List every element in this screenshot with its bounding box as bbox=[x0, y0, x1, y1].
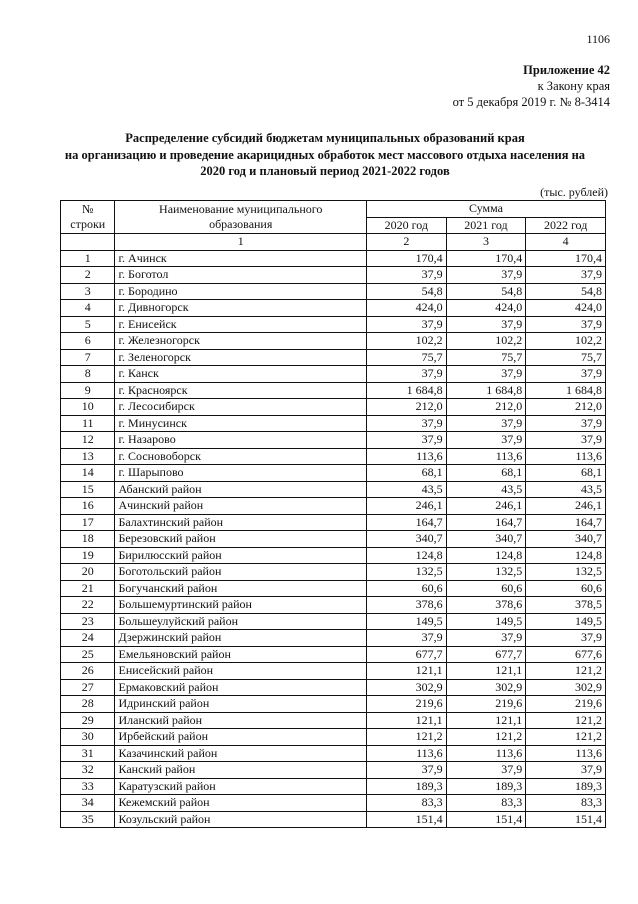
municipality-name-cell: Емельяновский район bbox=[115, 646, 367, 663]
value-2022-cell: 37,9 bbox=[526, 267, 606, 284]
value-2021-cell: 83,3 bbox=[446, 795, 526, 812]
value-2022-cell: 424,0 bbox=[526, 300, 606, 317]
value-2022-cell: 132,5 bbox=[526, 564, 606, 581]
table-body bbox=[61, 250, 606, 828]
row-number-cell: 28 bbox=[61, 696, 115, 713]
value-2020-cell: 54,8 bbox=[367, 283, 447, 300]
municipality-name-cell: Иланский район bbox=[115, 712, 367, 729]
municipality-name-cell: г. Сосновоборск bbox=[115, 448, 367, 465]
header-2020: 2020 год bbox=[367, 217, 447, 234]
header-index-2: 2 bbox=[367, 234, 447, 251]
header-row-number-line1: № bbox=[82, 202, 94, 216]
table-row bbox=[61, 795, 606, 812]
value-2022-cell: 121,2 bbox=[526, 729, 606, 746]
value-2020-cell: 37,9 bbox=[367, 630, 447, 647]
row-number-cell: 22 bbox=[61, 597, 115, 614]
table-row bbox=[61, 811, 606, 828]
value-2020-cell: 37,9 bbox=[367, 415, 447, 432]
value-2022-cell: 75,7 bbox=[526, 349, 606, 366]
municipality-name-cell: Березовский район bbox=[115, 531, 367, 548]
header-2021: 2021 год bbox=[446, 217, 526, 234]
value-2021-cell: 54,8 bbox=[446, 283, 526, 300]
municipality-name-cell: Канский район bbox=[115, 762, 367, 779]
header-2022: 2022 год bbox=[526, 217, 606, 234]
value-2022-cell: 340,7 bbox=[526, 531, 606, 548]
value-2021-cell: 37,9 bbox=[446, 267, 526, 284]
value-2020-cell: 43,5 bbox=[367, 481, 447, 498]
row-number-cell: 25 bbox=[61, 646, 115, 663]
table-row bbox=[61, 712, 606, 729]
header-index-empty bbox=[61, 234, 115, 251]
value-2021-cell: 68,1 bbox=[446, 465, 526, 482]
municipality-name-cell: Дзержинский район bbox=[115, 630, 367, 647]
row-number-cell: 9 bbox=[61, 382, 115, 399]
value-2021-cell: 121,2 bbox=[446, 729, 526, 746]
value-2020-cell: 60,6 bbox=[367, 580, 447, 597]
value-2020-cell: 170,4 bbox=[367, 250, 447, 267]
value-2022-cell: 37,9 bbox=[526, 366, 606, 383]
municipality-name-cell: Балахтинский район bbox=[115, 514, 367, 531]
header-index-4: 4 bbox=[526, 234, 606, 251]
value-2022-cell: 121,2 bbox=[526, 712, 606, 729]
municipality-name-cell: Козульский район bbox=[115, 811, 367, 828]
table-row bbox=[61, 613, 606, 630]
table-row bbox=[61, 729, 606, 746]
row-number-cell: 13 bbox=[61, 448, 115, 465]
row-number-cell: 24 bbox=[61, 630, 115, 647]
row-number-cell: 27 bbox=[61, 679, 115, 696]
value-2021-cell: 170,4 bbox=[446, 250, 526, 267]
table-row bbox=[61, 646, 606, 663]
table-row bbox=[61, 481, 606, 498]
value-2021-cell: 113,6 bbox=[446, 448, 526, 465]
value-2021-cell: 378,6 bbox=[446, 597, 526, 614]
table-row bbox=[61, 415, 606, 432]
document-title bbox=[40, 130, 610, 180]
header-name-line1: Наименование муниципального bbox=[159, 202, 323, 216]
value-2022-cell: 37,9 bbox=[526, 630, 606, 647]
value-2022-cell: 102,2 bbox=[526, 333, 606, 350]
value-2022-cell: 151,4 bbox=[526, 811, 606, 828]
value-2020-cell: 164,7 bbox=[367, 514, 447, 531]
table-row bbox=[61, 696, 606, 713]
value-2020-cell: 149,5 bbox=[367, 613, 447, 630]
value-2020-cell: 37,9 bbox=[367, 432, 447, 449]
row-number-cell: 10 bbox=[61, 399, 115, 416]
table-row bbox=[61, 267, 606, 284]
value-2022-cell: 43,5 bbox=[526, 481, 606, 498]
value-2021-cell: 246,1 bbox=[446, 498, 526, 515]
row-number-cell: 35 bbox=[61, 811, 115, 828]
value-2022-cell: 37,9 bbox=[526, 316, 606, 333]
appendix-block bbox=[453, 62, 610, 110]
value-2021-cell: 60,6 bbox=[446, 580, 526, 597]
value-2022-cell: 164,7 bbox=[526, 514, 606, 531]
row-number-cell: 8 bbox=[61, 366, 115, 383]
municipality-name-cell: г. Боготол bbox=[115, 267, 367, 284]
row-number-cell: 17 bbox=[61, 514, 115, 531]
value-2020-cell: 151,4 bbox=[367, 811, 447, 828]
row-number-cell: 16 bbox=[61, 498, 115, 515]
value-2022-cell: 677,6 bbox=[526, 646, 606, 663]
row-number-cell: 33 bbox=[61, 778, 115, 795]
value-2020-cell: 121,2 bbox=[367, 729, 447, 746]
value-2020-cell: 37,9 bbox=[367, 366, 447, 383]
table-row bbox=[61, 382, 606, 399]
value-2020-cell: 83,3 bbox=[367, 795, 447, 812]
header-index-1: 1 bbox=[115, 234, 367, 251]
value-2021-cell: 149,5 bbox=[446, 613, 526, 630]
value-2022-cell: 246,1 bbox=[526, 498, 606, 515]
table-row bbox=[61, 448, 606, 465]
value-2021-cell: 132,5 bbox=[446, 564, 526, 581]
value-2020-cell: 68,1 bbox=[367, 465, 447, 482]
table-row bbox=[61, 597, 606, 614]
value-2021-cell: 37,9 bbox=[446, 762, 526, 779]
value-2020-cell: 677,7 bbox=[367, 646, 447, 663]
table-row bbox=[61, 316, 606, 333]
value-2022-cell: 1 684,8 bbox=[526, 382, 606, 399]
value-2020-cell: 113,6 bbox=[367, 448, 447, 465]
value-2021-cell: 189,3 bbox=[446, 778, 526, 795]
municipality-name-cell: Казачинский район bbox=[115, 745, 367, 762]
value-2022-cell: 212,0 bbox=[526, 399, 606, 416]
table-row bbox=[61, 745, 606, 762]
row-number-cell: 20 bbox=[61, 564, 115, 581]
table-row bbox=[61, 663, 606, 680]
value-2022-cell: 54,8 bbox=[526, 283, 606, 300]
value-2021-cell: 37,9 bbox=[446, 630, 526, 647]
municipality-name-cell: г. Канск bbox=[115, 366, 367, 383]
value-2020-cell: 37,9 bbox=[367, 762, 447, 779]
value-2020-cell: 1 684,8 bbox=[367, 382, 447, 399]
row-number-cell: 26 bbox=[61, 663, 115, 680]
row-number-cell: 34 bbox=[61, 795, 115, 812]
value-2020-cell: 121,1 bbox=[367, 712, 447, 729]
municipality-name-cell: г. Бородино bbox=[115, 283, 367, 300]
value-2021-cell: 37,9 bbox=[446, 415, 526, 432]
value-2022-cell: 113,6 bbox=[526, 448, 606, 465]
value-2022-cell: 121,2 bbox=[526, 663, 606, 680]
value-2020-cell: 37,9 bbox=[367, 267, 447, 284]
value-2021-cell: 43,5 bbox=[446, 481, 526, 498]
value-2022-cell: 149,5 bbox=[526, 613, 606, 630]
municipality-name-cell: г. Шарыпово bbox=[115, 465, 367, 482]
municipality-name-cell: г. Дивногорск bbox=[115, 300, 367, 317]
value-2022-cell: 37,9 bbox=[526, 432, 606, 449]
value-2021-cell: 164,7 bbox=[446, 514, 526, 531]
row-number-cell: 18 bbox=[61, 531, 115, 548]
title-line-2: на организацию и проведение акарицидных обработок мест массового отдыха населения на bbox=[64, 147, 586, 162]
table-row bbox=[61, 250, 606, 267]
municipality-name-cell: Бирилюсский район bbox=[115, 547, 367, 564]
municipality-name-cell: Боготольский район bbox=[115, 564, 367, 581]
header-sum: Сумма bbox=[367, 201, 606, 218]
value-2020-cell: 132,5 bbox=[367, 564, 447, 581]
title-line-3: 2020 год и плановый период 2021-2022 годов bbox=[200, 164, 450, 178]
municipality-name-cell: г. Железногорск bbox=[115, 333, 367, 350]
value-2022-cell: 378,5 bbox=[526, 597, 606, 614]
municipality-name-cell: г. Енисейск bbox=[115, 316, 367, 333]
row-number-cell: 3 bbox=[61, 283, 115, 300]
municipality-name-cell: г. Зеленогорск bbox=[115, 349, 367, 366]
value-2020-cell: 102,2 bbox=[367, 333, 447, 350]
table-row bbox=[61, 630, 606, 647]
municipality-name-cell: Большеулуйский район bbox=[115, 613, 367, 630]
value-2021-cell: 37,9 bbox=[446, 432, 526, 449]
subsidy-table bbox=[60, 200, 606, 828]
value-2020-cell: 246,1 bbox=[367, 498, 447, 515]
value-2020-cell: 113,6 bbox=[367, 745, 447, 762]
appendix-date-line: от 5 декабря 2019 г. № 8-3414 bbox=[452, 95, 610, 109]
appendix-law-line: к Закону края bbox=[537, 79, 610, 93]
value-2020-cell: 37,9 bbox=[367, 316, 447, 333]
municipality-name-cell: Абанский район bbox=[115, 481, 367, 498]
value-2022-cell: 83,3 bbox=[526, 795, 606, 812]
municipality-name-cell: Кежемский район bbox=[115, 795, 367, 812]
header-name bbox=[115, 201, 367, 234]
row-number-cell: 32 bbox=[61, 762, 115, 779]
value-2020-cell: 124,8 bbox=[367, 547, 447, 564]
header-row-number bbox=[61, 201, 115, 234]
value-2021-cell: 37,9 bbox=[446, 366, 526, 383]
value-2021-cell: 151,4 bbox=[446, 811, 526, 828]
value-2021-cell: 302,9 bbox=[446, 679, 526, 696]
value-2021-cell: 113,6 bbox=[446, 745, 526, 762]
table-row bbox=[61, 531, 606, 548]
header-name-line2: образования bbox=[209, 217, 273, 231]
municipality-name-cell: г. Минусинск bbox=[115, 415, 367, 432]
municipality-name-cell: Идринский район bbox=[115, 696, 367, 713]
table-row bbox=[61, 432, 606, 449]
row-number-cell: 29 bbox=[61, 712, 115, 729]
page-number: 1106 bbox=[586, 32, 610, 46]
value-2022-cell: 170,4 bbox=[526, 250, 606, 267]
municipality-name-cell: Енисейский район bbox=[115, 663, 367, 680]
value-2021-cell: 124,8 bbox=[446, 547, 526, 564]
value-2022-cell: 302,9 bbox=[526, 679, 606, 696]
value-2022-cell: 37,9 bbox=[526, 415, 606, 432]
row-number-cell: 7 bbox=[61, 349, 115, 366]
table-row bbox=[61, 333, 606, 350]
value-2021-cell: 121,1 bbox=[446, 712, 526, 729]
row-number-cell: 23 bbox=[61, 613, 115, 630]
table-row bbox=[61, 762, 606, 779]
table-row bbox=[61, 498, 606, 515]
row-number-cell: 4 bbox=[61, 300, 115, 317]
table-row bbox=[61, 679, 606, 696]
value-2021-cell: 1 684,8 bbox=[446, 382, 526, 399]
value-2021-cell: 121,1 bbox=[446, 663, 526, 680]
table-row bbox=[61, 778, 606, 795]
value-2021-cell: 424,0 bbox=[446, 300, 526, 317]
value-2020-cell: 302,9 bbox=[367, 679, 447, 696]
table-row bbox=[61, 283, 606, 300]
value-2020-cell: 75,7 bbox=[367, 349, 447, 366]
value-2020-cell: 378,6 bbox=[367, 597, 447, 614]
municipality-name-cell: Ермаковский район bbox=[115, 679, 367, 696]
municipality-name-cell: Ирбейский район bbox=[115, 729, 367, 746]
value-2020-cell: 219,6 bbox=[367, 696, 447, 713]
value-2022-cell: 60,6 bbox=[526, 580, 606, 597]
header-index-3: 3 bbox=[446, 234, 526, 251]
value-2022-cell: 68,1 bbox=[526, 465, 606, 482]
units-label: (тыс. рублей) bbox=[540, 185, 608, 199]
value-2022-cell: 37,9 bbox=[526, 762, 606, 779]
municipality-name-cell: г. Назарово bbox=[115, 432, 367, 449]
value-2020-cell: 189,3 bbox=[367, 778, 447, 795]
row-number-cell: 6 bbox=[61, 333, 115, 350]
row-number-cell: 11 bbox=[61, 415, 115, 432]
title-line-1: Распределение субсидий бюджетам муниципальных образований края bbox=[125, 131, 525, 145]
row-number-cell: 2 bbox=[61, 267, 115, 284]
municipality-name-cell: Большемуртинский район bbox=[115, 597, 367, 614]
row-number-cell: 1 bbox=[61, 250, 115, 267]
value-2020-cell: 424,0 bbox=[367, 300, 447, 317]
row-number-cell: 30 bbox=[61, 729, 115, 746]
table-row bbox=[61, 580, 606, 597]
value-2022-cell: 189,3 bbox=[526, 778, 606, 795]
table-row bbox=[61, 300, 606, 317]
table-row bbox=[61, 465, 606, 482]
value-2022-cell: 113,6 bbox=[526, 745, 606, 762]
value-2020-cell: 121,1 bbox=[367, 663, 447, 680]
table-row bbox=[61, 366, 606, 383]
row-number-cell: 15 bbox=[61, 481, 115, 498]
municipality-name-cell: г. Красноярск bbox=[115, 382, 367, 399]
municipality-name-cell: Богучанский район bbox=[115, 580, 367, 597]
row-number-cell: 14 bbox=[61, 465, 115, 482]
municipality-name-cell: Каратузский район bbox=[115, 778, 367, 795]
value-2022-cell: 219,6 bbox=[526, 696, 606, 713]
municipality-name-cell: г. Ачинск bbox=[115, 250, 367, 267]
value-2020-cell: 340,7 bbox=[367, 531, 447, 548]
table-row bbox=[61, 547, 606, 564]
value-2021-cell: 340,7 bbox=[446, 531, 526, 548]
value-2021-cell: 102,2 bbox=[446, 333, 526, 350]
appendix-title: Приложение 42 bbox=[523, 63, 610, 77]
table-row bbox=[61, 399, 606, 416]
value-2021-cell: 37,9 bbox=[446, 316, 526, 333]
table-row bbox=[61, 564, 606, 581]
value-2021-cell: 75,7 bbox=[446, 349, 526, 366]
row-number-cell: 5 bbox=[61, 316, 115, 333]
municipality-name-cell: г. Лесосибирск bbox=[115, 399, 367, 416]
row-number-cell: 12 bbox=[61, 432, 115, 449]
header-row-number-line2: строки bbox=[70, 217, 106, 231]
value-2022-cell: 124,8 bbox=[526, 547, 606, 564]
value-2020-cell: 212,0 bbox=[367, 399, 447, 416]
row-number-cell: 21 bbox=[61, 580, 115, 597]
value-2021-cell: 677,7 bbox=[446, 646, 526, 663]
table-row bbox=[61, 349, 606, 366]
row-number-cell: 31 bbox=[61, 745, 115, 762]
value-2021-cell: 219,6 bbox=[446, 696, 526, 713]
row-number-cell: 19 bbox=[61, 547, 115, 564]
table-row bbox=[61, 514, 606, 531]
value-2021-cell: 212,0 bbox=[446, 399, 526, 416]
municipality-name-cell: Ачинский район bbox=[115, 498, 367, 515]
